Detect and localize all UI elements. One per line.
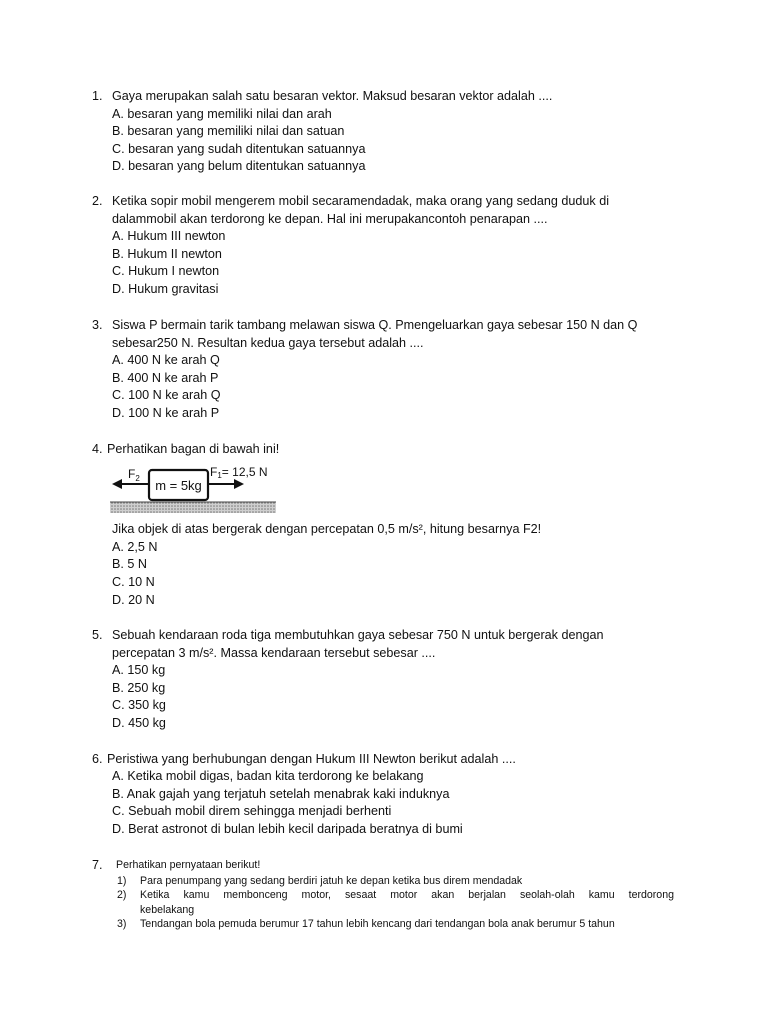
f1-label: F1= 12,5 N: [210, 465, 268, 480]
statement-number: 2): [117, 889, 127, 901]
question-number: 6.: [92, 752, 103, 766]
question-number: 3.: [92, 318, 103, 332]
option-c: C. Sebuah mobil direm sehingga menjadi berhenti: [112, 804, 392, 818]
f2-arrow-head: [112, 479, 122, 489]
question-number: 4.: [92, 442, 103, 456]
option-b: B. Hukum II newton: [112, 247, 222, 261]
f2-label: $F_2$: [128, 467, 140, 483]
option-c: C. besaran yang sudah ditentukan satuannya: [112, 142, 366, 156]
option-c: C. Hukum I newton: [112, 264, 220, 278]
option-a: A. 2,5 N: [112, 540, 158, 554]
option-a: A. besaran yang memiliki nilai dan arah: [112, 107, 332, 121]
option-d: D. 20 N: [112, 593, 155, 607]
option-c: C. 100 N ke arah Q: [112, 388, 221, 402]
question-stem: Siswa P bermain tarik tambang melawan siswa Q. Pmengeluarkan gaya sebesar 150 N dan Q: [112, 318, 638, 332]
ground-surface: [110, 502, 276, 513]
question-stem: Perhatikan pernyataan berikut!: [116, 859, 261, 871]
option-b: B. 5 N: [112, 557, 147, 571]
question-number: 5.: [92, 628, 103, 642]
question-stem: Gaya merupakan salah satu besaran vektor. Maksud besaran vektor adalah ....: [112, 89, 553, 103]
option-d: D. Hukum gravitasi: [112, 282, 219, 296]
question-stem: Sebuah kendaraan roda tiga membutuhkan gaya sebesar 750 N untuk bergerak dengan: [112, 628, 604, 642]
f1-arrow-head: [234, 479, 244, 489]
option-c: C. 10 N: [112, 575, 155, 589]
question-number: 2.: [92, 194, 103, 208]
statement-text-continued: kebelakang: [140, 904, 195, 916]
question-stem: dalammobil akan terdorong ke depan. Hal ini merupakancontoh penarapan ....: [112, 212, 548, 226]
statement-text: Ketika kamu membonceng motor, sesaat motor akan berjalan seolah-olah kamu terdorong: [140, 889, 674, 901]
option-b: B. 400 N ke arah P: [112, 371, 219, 385]
option-b: B. besaran yang memiliki nilai dan satuan: [112, 124, 345, 138]
statement-number: 1): [117, 875, 127, 887]
statement-number: 3): [117, 918, 127, 930]
option-a: A. Ketika mobil digas, badan kita terdorong ke belakang: [112, 769, 424, 783]
question-text: Jika objek di atas bergerak dengan percepatan 0,5 m/s², hitung besarnya F2!: [112, 522, 542, 536]
question-stem: Peristiwa yang berhubungan dengan Hukum III Newton berikut adalah ....: [107, 752, 516, 766]
question-stem: sebesar250 N. Resultan kedua gaya tersebut adalah ....: [112, 336, 424, 350]
option-d: D. besaran yang belum ditentukan satuannya: [112, 159, 366, 173]
question-stem: Perhatikan bagan di bawah ini!: [107, 442, 280, 456]
option-a: A. 150 kg: [112, 663, 166, 677]
option-d: D. 450 kg: [112, 716, 166, 730]
statement-text: Tendangan bola pemuda berumur 17 tahun lebih kencang dari tendangan bola anak berumur 5 tahun: [140, 918, 615, 930]
option-d: D. Berat astronot di bulan lebih kecil daripada beratnya di bumi: [112, 822, 463, 836]
question-number: 7.: [92, 858, 103, 872]
option-d: D. 100 N ke arah P: [112, 406, 220, 420]
mass-label: m = 5kg: [155, 478, 202, 493]
option-b: B. Anak gajah yang terjatuh setelah menabrak kaki induknya: [112, 787, 450, 801]
question-stem: Ketika sopir mobil mengerem mobil secaramendadak, maka orang yang sedang duduk di: [112, 194, 610, 208]
question-number: 1.: [92, 89, 103, 103]
option-b: B. 250 kg: [112, 681, 166, 695]
option-c: C. 350 kg: [112, 698, 166, 712]
question-stem: percepatan 3 m/s². Massa kendaraan tersebut sebesar ....: [112, 646, 436, 660]
force-diagram: [108, 460, 280, 516]
statement-text: Para penumpang yang sedang berdiri jatuh ke depan ketika bus direm mendadak: [140, 875, 523, 887]
option-a: A. 400 N ke arah Q: [112, 353, 220, 367]
option-a: A. Hukum III newton: [112, 229, 226, 243]
